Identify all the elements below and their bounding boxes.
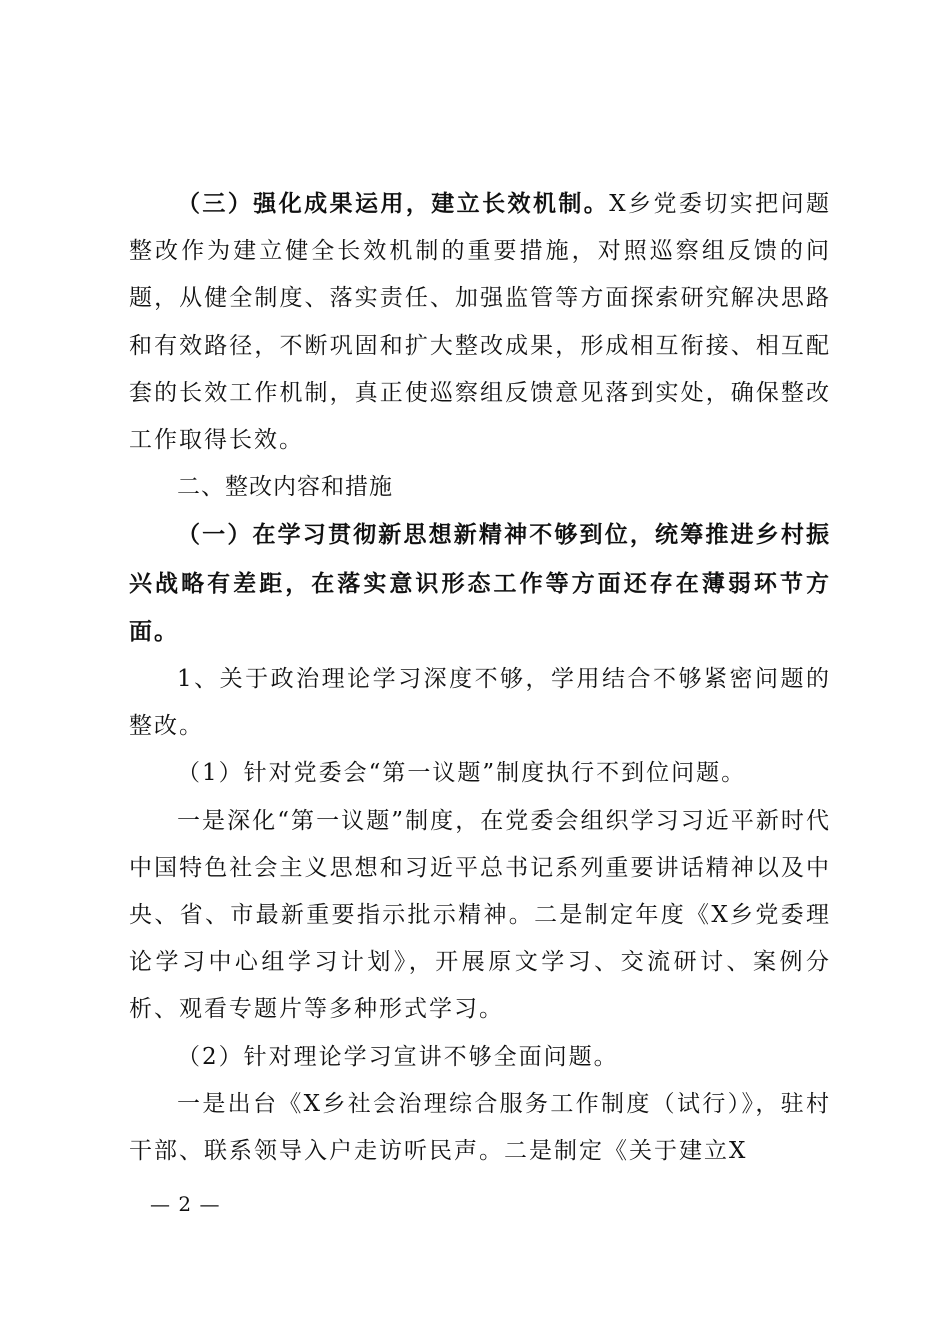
paragraph-subsection-1 [129, 511, 831, 656]
paragraph-text: X乡党委切实把问题整改作为建立健全长效机制的重要措施，对照巡察组反馈的问题，从健全制度、落实责任、加强监管等方面探索研究解决思路和有效路径，不断巩固和扩大整改成果，形成相互衔接、相互配套的长效工作机制，真正使巡察组反馈意见落到实处，确保整改工作取得长效。 [129, 191, 832, 454]
document-body [129, 180, 831, 1175]
paragraph-item-1-1: （1）针对党委会“第一议题”制度执行不到位问题。 [177, 760, 747, 787]
paragraph-item-1: 1、关于政治理论学习深度不够，学用结合不够紧密问题的整改。 [129, 666, 831, 740]
paragraph-measures-2: 一是出台《X乡社会治理综合服务工作制度（试行）》，驻村干部、联系领导入户走访听民声。二是制定《关于建立X [129, 1090, 831, 1165]
page-number: — 2 — [150, 1192, 221, 1216]
paragraph-item-1-2: （2）针对理论学习宣讲不够全面问题。 [177, 1043, 619, 1070]
paragraph-lead: （三）强化成果运用，建立长效机制。 [177, 190, 610, 217]
section-heading: 二、整改内容和措施 [177, 474, 393, 501]
paragraph-section-3 [129, 180, 831, 464]
paragraph-lead: （一）在学习贯彻新思想新精神不够到位，统筹推进乡村振兴战略有差距，在落实意识形态工作等方面还存在薄弱环节方面。 [129, 521, 831, 645]
paragraph-measures-1: 一是深化“第一议题”制度，在党委会组织学习习近平新时代中国特色社会主义思想和习近平总书记系列重要讲话精神以及中央、省、市最新重要指示批示精神。二是制定年度《X乡党委理论学习中心组学习计划》，开展原文学习、交流研讨、案例分析、观看专题片等多种形式学习。 [129, 807, 831, 1023]
